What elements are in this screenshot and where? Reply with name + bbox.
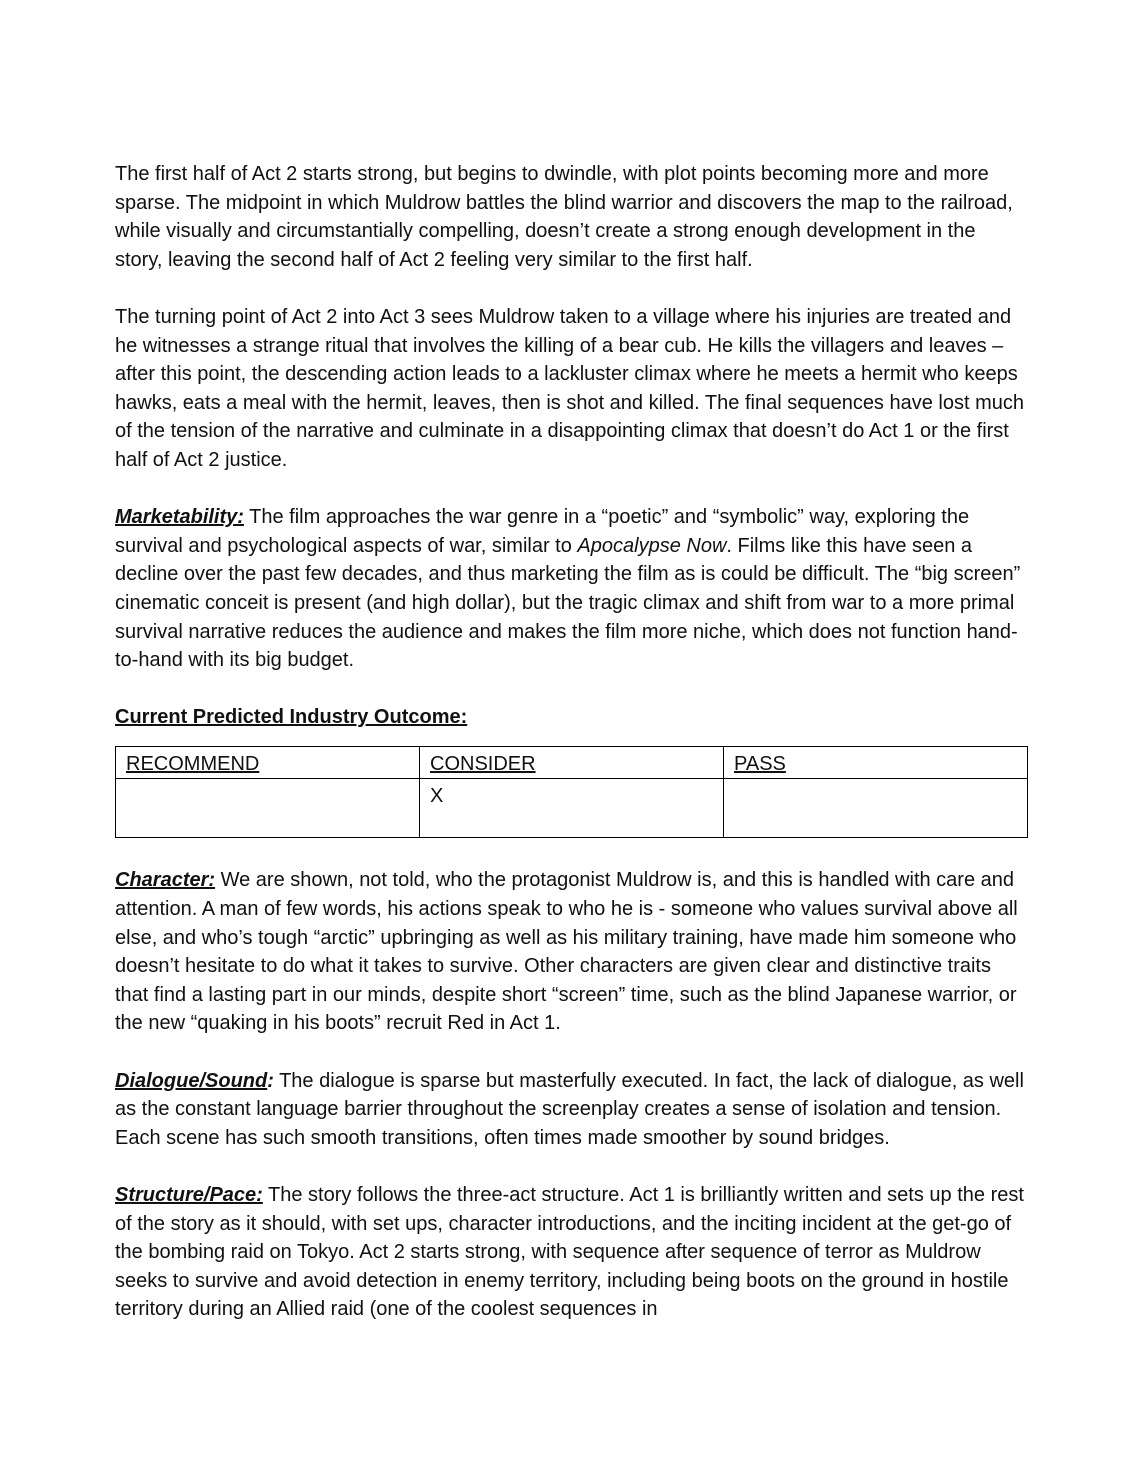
outcome-heading-line xyxy=(115,703,1028,732)
outcome-header-row xyxy=(116,746,1028,779)
outcome-heading: Current Predicted Industry Outcome: xyxy=(115,706,468,729)
outcome-column-recommend: RECOMMEND xyxy=(116,746,420,779)
outcome-column-pass: PASS xyxy=(724,746,1028,779)
dialogue-heading: Dialogue/Sound xyxy=(115,1069,268,1092)
outcome-mark-consider: X xyxy=(420,779,724,838)
document-page xyxy=(115,160,1028,1353)
section-dialogue xyxy=(115,1067,1028,1153)
character-heading: Character: xyxy=(115,869,216,892)
section-marketability xyxy=(115,503,1028,675)
outcome-column-consider: CONSIDER xyxy=(420,746,724,779)
character-text: We are shown, not told, who the protagonist Muldrow is, and this is handled with care and attention. A man of few words, his actions speak to who he is - someone who values survival above all else, and who’s tough “arctic” upbringing as well as his military training, have made him someone who doesn’t hesitate to do what it takes to survive. Other characters are given clear and distinctive traits that find a lasting part in our minds, despite short “screen” time, such as the blind Japanese warrior, or the new “quaking in his boots” recruit Red in Act 1. xyxy=(115,869,1018,1035)
outcome-mark-recommend xyxy=(116,779,420,838)
marketability-film-title: Apocalypse Now xyxy=(577,534,727,557)
marketability-text-before: The film approaches the war genre in a “poetic” and “symbolic” way, exploring the survival and psychological aspects of war, similar to xyxy=(115,506,970,557)
dialogue-heading-colon: : xyxy=(267,1069,274,1092)
structure-text: The story follows the three-act structure. Act 1 is brilliantly written and sets up the rest of the story as it should, with set ups, character introductions, and the inciting incident at the get-go of the bombing raid on Tokyo. Act 2 starts strong, with sequence after sequence of terror as Muldrow seeks to survive and avoid detection in enemy territory, including being boots on the ground in hostile territory during an Allied raid (one of the coolest sequences in xyxy=(115,1184,1024,1321)
outcome-mark-pass xyxy=(724,779,1028,838)
marketability-heading: Marketability: xyxy=(115,506,244,529)
outcome-mark-row xyxy=(116,779,1028,838)
outcome-table xyxy=(115,746,1028,839)
section-character xyxy=(115,866,1028,1038)
paragraph-turning-point: The turning point of Act 2 into Act 3 sees Muldrow taken to a village where his injuries are treated and he witnesses a strange ritual that involves the killing of a bear cub. He kills the villagers and leaves – after this point, the descending action leads to a lackluster climax where he meets a hermit who keeps hawks, eats a meal with the hermit, leaves, then is shot and killed. The final sequences have lost much of the tension of the narrative and culminate in a disappointing climax that doesn’t do Act 1 or the first half of Act 2 justice. xyxy=(115,305,1025,471)
structure-heading: Structure/Pace: xyxy=(115,1184,263,1206)
dialogue-text: The dialogue is sparse but masterfully executed. In fact, the lack of dialogue, as well as the constant language barrier throughout the screenplay creates a sense of isolation and tension. Each scene has such smooth transitions, often times made smoother by sound bridges. xyxy=(115,1069,1024,1149)
section-structure xyxy=(115,1181,1028,1324)
marketability-text-after: . Films like this have seen a decline over the past few decades, and thus marketing the film as is could be difficult. The “big screen” cinematic conceit is present (and high dollar), but the tragic climax and shift from war to a more primal survival narrative reduces the audience and makes the film more niche, which does not function hand-to-hand with its big budget. xyxy=(115,534,1021,672)
paragraph-act2-first-half: The first half of Act 2 starts strong, but begins to dwindle, with plot points becoming more and more sparse. The midpoint in which Muldrow battles the blind warrior and discovers the map to the railroad, while visually and circumstantially compelling, doesn’t create a strong enough development in the story, leaving the second half of Act 2 feeling very similar to the first half. xyxy=(115,163,1013,271)
